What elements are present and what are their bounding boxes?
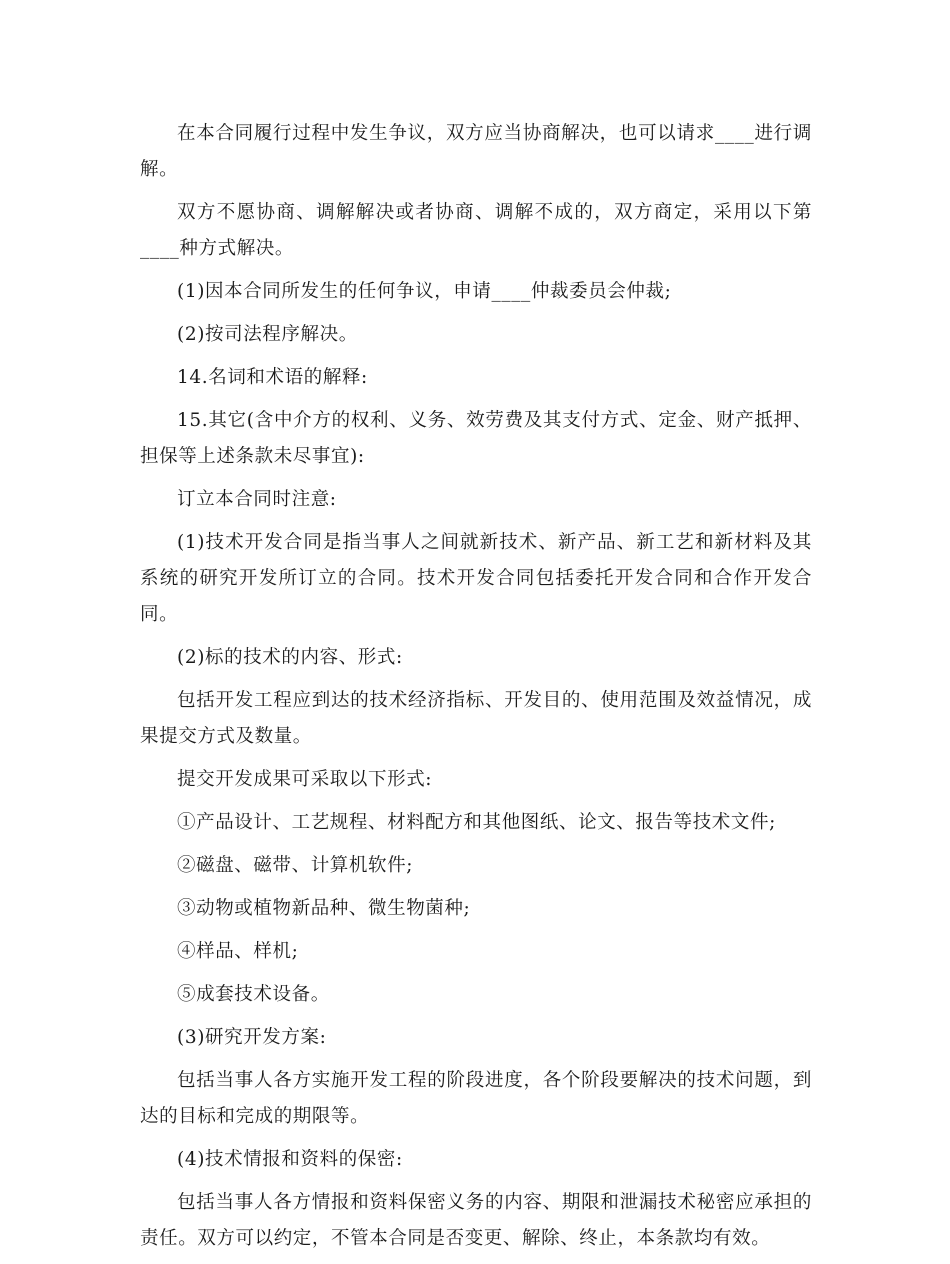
- paragraph-deliverable-forms-heading: 提交开发成果可采取以下形式:: [177, 769, 433, 790]
- list-item-deliverable-5: ⑤成套技术设备。: [177, 984, 330, 1005]
- paragraph-note-1: (1)技术开发合同是指当事人之间就新技术、新产品、新工艺和新材料及其系统的研究开发所订立的合同。技术开发合同包括委托开发合同和合作开发合同。: [140, 532, 812, 625]
- paragraph-clause-14: 14.名词和术语的解释:: [177, 367, 368, 388]
- paragraph-clause-15: 15.其它(含中介方的权利、义务、效劳费及其支付方式、定金、财产抵押、担保等上述条款未尽事宜):: [140, 410, 812, 467]
- document-page: [140, 116, 812, 1264]
- paragraph-note-4-body: 包括当事人各方情报和资料保密义务的内容、期限和泄漏技术秘密应承担的责任。双方可以约定，不管本合同是否变更、解除、终止，本条款均有效。: [140, 1192, 812, 1249]
- paragraph-option-arbitration: (1)因本合同所发生的任何争议，申请____仲裁委员会仲裁;: [177, 281, 672, 302]
- paragraph-dispute-resolution-choice: 双方不愿协商、调解解决或者协商、调解不成的，双方商定，采用以下第____种方式解决。: [140, 202, 812, 259]
- paragraph-note-4-heading: (4)技术情报和资料的保密:: [177, 1149, 403, 1170]
- list-item-deliverable-2: ②磁盘、磁带、计算机软件;: [177, 855, 414, 876]
- list-item-deliverable-1: ①产品设计、工艺规程、材料配方和其他图纸、论文、报告等技术文件;: [177, 812, 776, 833]
- paragraph-note-3-body: 包括当事人各方实施开发工程的阶段进度，各个阶段要解决的技术问题，到达的目标和完成的期限等。: [140, 1070, 812, 1127]
- paragraph-dispute-mediation: 在本合同履行过程中发生争议，双方应当协商解决，也可以请求____进行调解。: [140, 123, 812, 180]
- paragraph-note-2-body: 包括开发工程应到达的技术经济指标、开发目的、使用范围及效益情况，成果提交方式及数量。: [140, 690, 812, 747]
- list-item-deliverable-3: ③动物或植物新品种、微生物菌种;: [177, 898, 471, 919]
- paragraph-note-3-heading: (3)研究开发方案:: [177, 1027, 327, 1048]
- paragraph-note-2-heading: (2)标的技术的内容、形式:: [177, 647, 403, 668]
- paragraph-notes-heading: 订立本合同时注意:: [177, 489, 337, 510]
- paragraph-option-judicial: (2)按司法程序解决。: [177, 324, 358, 345]
- list-item-deliverable-4: ④样品、样机;: [177, 941, 299, 962]
